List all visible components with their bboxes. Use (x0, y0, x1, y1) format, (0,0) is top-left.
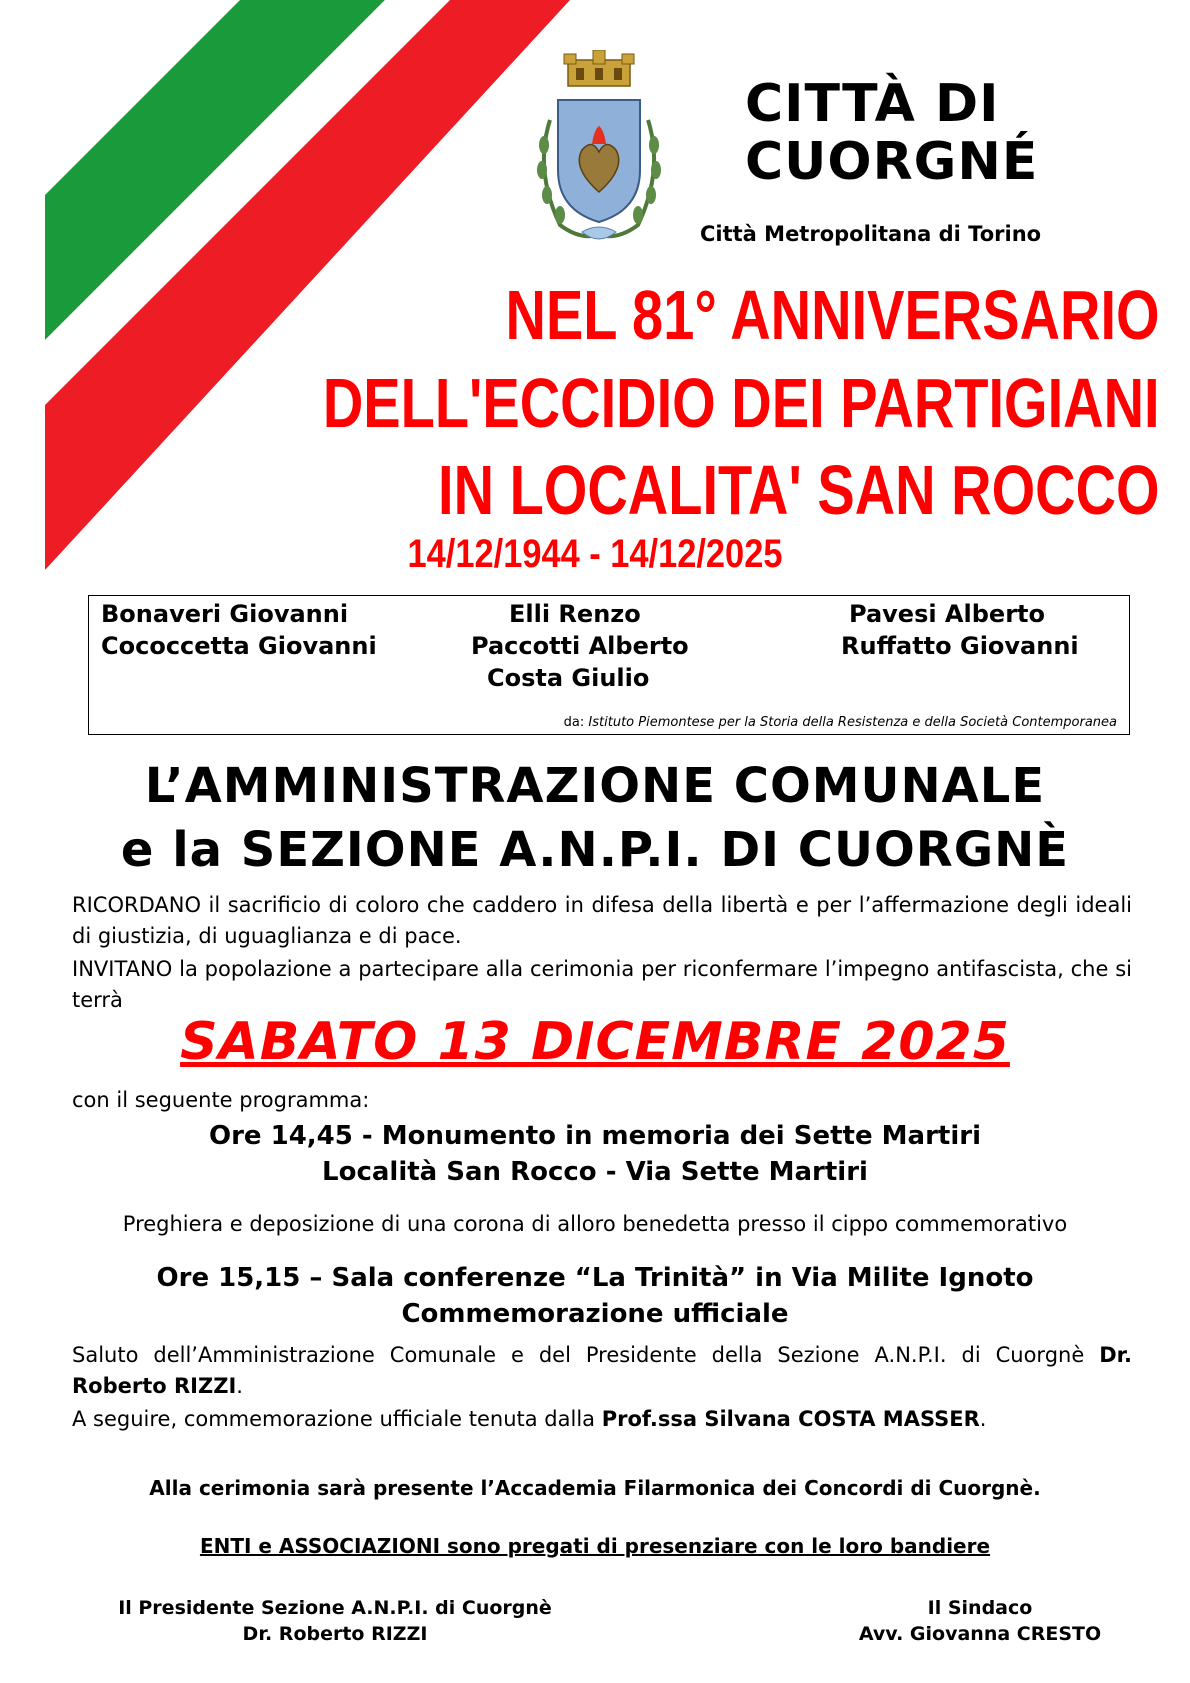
program-first-title: Ore 14,45 - Monumento in memoria dei Sette Martiri (209, 1121, 981, 1151)
program-intro: con il seguente programma: (72, 1088, 370, 1112)
accademia-note: Alla cerimonia sarà presente l’Accademia Filarmonica dei Concordi di Cuorgnè. (149, 1476, 1041, 1500)
invitano-paragraph: INVITANO la popolazione a partecipare alla cerimonia per riconfermare l’impegno antifascista, che si terrà (72, 957, 1132, 1012)
headline-line1: NEL 81° ANNIVERSARIO (505, 276, 1160, 354)
organizers-line1: L’AMMINISTRAZIONE COMUNALE (144, 758, 1046, 814)
city-title-line2: CUORGNÉ (745, 132, 1039, 192)
city-title-line1: CITTÀ DI (745, 74, 1000, 134)
seguire-end: . (979, 1407, 987, 1431)
seguire-paragraph (72, 1404, 1132, 1435)
source-institute: Istituto Piemontese per la Storia della Resistenza e della Società Contemporanea (588, 715, 1117, 730)
saluto-paragraph (72, 1340, 1132, 1402)
headline-line2: DELL'ECCIDIO DEI PARTIGIANI (322, 364, 1160, 442)
program-first-description: Preghiera e deposizione di una corona di alloro benedetta presso il cippo commemorativo (122, 1212, 1068, 1236)
saluto-name: Dr. Roberto RIZZI (72, 1343, 1132, 1398)
enti-note: ENTI e ASSOCIAZIONI sono pregati di presenziare con le loro bandiere (199, 1534, 991, 1558)
victim-name: Elli Renzo (509, 600, 641, 628)
victim-name: Costa Giulio (487, 664, 650, 692)
organizers-line2: e la SEZIONE A.N.P.I. DI CUORGNÈ (120, 822, 1070, 878)
victim-name: Paccotti Alberto (471, 632, 689, 660)
mayor-role: Il Sindaco (927, 1597, 1033, 1619)
president-role: Il Presidente Sezione A.N.P.I. di Cuorgnè (118, 1597, 552, 1619)
mayor-signature (840, 1595, 1120, 1647)
program-first-location: Località San Rocco - Via Sette Martiri (322, 1157, 868, 1187)
president-signature (85, 1595, 585, 1647)
metropolitan-city-label: Città Metropolitana di Torino (700, 222, 1042, 246)
anniversary-dates: 14/12/1944 - 14/12/2025 (407, 532, 783, 576)
speaker-name: Prof.ssa Silvana COSTA MASSER (601, 1407, 980, 1431)
victim-name: Pavesi Alberto (849, 600, 1045, 628)
victims-box (88, 595, 1130, 735)
victim-name: Ruffatto Giovanni (841, 632, 1079, 660)
program-second-subtitle: Commemorazione ufficiale (401, 1299, 789, 1329)
victim-name: Cococcetta Giovanni (101, 632, 377, 660)
mayor-name: Avv. Giovanna CRESTO (858, 1623, 1102, 1645)
cuorgne-coat-of-arms-icon (520, 50, 678, 250)
president-name: Dr. Roberto RIZZI (242, 1623, 428, 1645)
source-attribution (564, 715, 1117, 730)
headline-line3: IN LOCALITA' SAN ROCCO (438, 451, 1160, 529)
victim-name: Bonaveri Giovanni (101, 600, 349, 628)
seguire-text: A seguire, commemorazione ufficiale tenuta dalla (72, 1407, 602, 1431)
program-second-title: Ore 15,15 – Sala conferenze “La Trinità” in Via Milite Ignoto (156, 1263, 1034, 1293)
saluto-end: . (236, 1374, 243, 1398)
event-date: SABATO 13 DICEMBRE 2025 (180, 1012, 1010, 1072)
ricordano-paragraph: RICORDANO il sacrificio di coloro che caddero in difesa della libertà e per l’affermazione degli ideali di giustizia, di uguaglianza e di pace. (72, 893, 1132, 948)
source-prefix: da: (563, 715, 585, 730)
saluto-text: Saluto dell’Amministrazione Comunale e del Presidente della Sezione A.N.P.I. di Cuorgnè (72, 1343, 1085, 1367)
